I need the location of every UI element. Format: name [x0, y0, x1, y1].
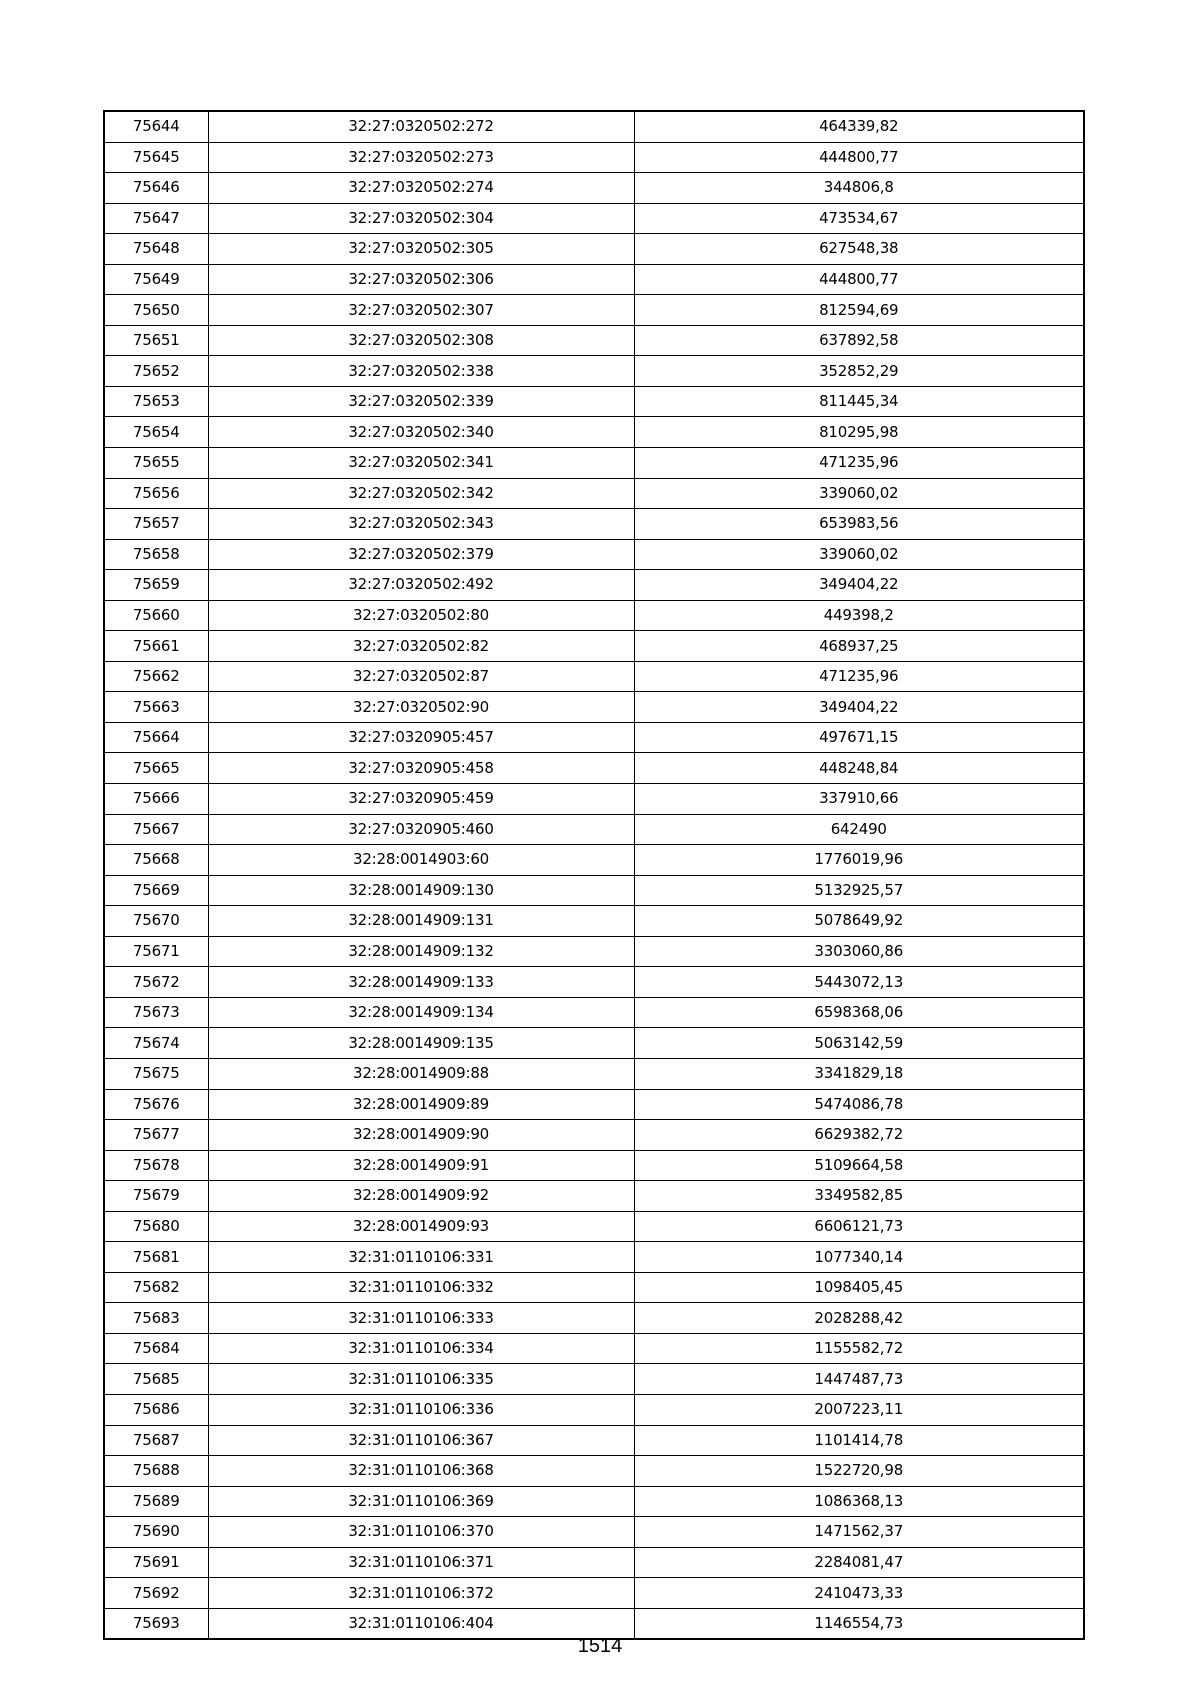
row-number-cell: 75667	[104, 814, 208, 845]
row-number-cell: 75690	[104, 1517, 208, 1548]
row-number-cell: 75659	[104, 570, 208, 601]
cadastral-number-cell: 32:27:0320502:304	[208, 203, 634, 234]
value-cell: 810295,98	[634, 417, 1084, 448]
table-row	[104, 1456, 1084, 1487]
value-cell: 2007223,11	[634, 1394, 1084, 1425]
cadastral-number-cell: 32:31:0110106:404	[208, 1608, 634, 1639]
cadastral-number-cell: 32:31:0110106:332	[208, 1272, 634, 1303]
table-row	[104, 448, 1084, 479]
table-row	[104, 1364, 1084, 1395]
row-number-cell: 75665	[104, 753, 208, 784]
value-cell: 1471562,37	[634, 1517, 1084, 1548]
cadastral-number-cell: 32:28:0014909:135	[208, 1028, 634, 1059]
row-number-cell: 75676	[104, 1089, 208, 1120]
cadastral-number-cell: 32:31:0110106:331	[208, 1242, 634, 1273]
table-row	[104, 875, 1084, 906]
cadastral-number-cell: 32:28:0014909:90	[208, 1120, 634, 1151]
value-cell: 812594,69	[634, 295, 1084, 326]
cadastral-number-cell: 32:27:0320502:341	[208, 448, 634, 479]
value-cell: 449398,2	[634, 600, 1084, 631]
table-row	[104, 1578, 1084, 1609]
cadastral-number-cell: 32:28:0014909:88	[208, 1058, 634, 1089]
cadastral-number-cell: 32:28:0014909:134	[208, 997, 634, 1028]
cadastral-number-cell: 32:27:0320905:459	[208, 784, 634, 815]
table-row	[104, 295, 1084, 326]
table-row	[104, 784, 1084, 815]
cadastral-number-cell: 32:31:0110106:367	[208, 1425, 634, 1456]
row-number-cell: 75646	[104, 173, 208, 204]
row-number-cell: 75658	[104, 539, 208, 570]
value-cell: 349404,22	[634, 692, 1084, 723]
value-cell: 811445,34	[634, 386, 1084, 417]
row-number-cell: 75686	[104, 1394, 208, 1425]
table-row	[104, 203, 1084, 234]
row-number-cell: 75656	[104, 478, 208, 509]
value-cell: 1447487,73	[634, 1364, 1084, 1395]
value-cell: 344806,8	[634, 173, 1084, 204]
table-row	[104, 1181, 1084, 1212]
cadastral-number-cell: 32:28:0014903:60	[208, 845, 634, 876]
table-body	[104, 111, 1084, 1639]
cadastral-number-cell: 32:31:0110106:368	[208, 1456, 634, 1487]
row-number-cell: 75689	[104, 1486, 208, 1517]
value-cell: 471235,96	[634, 661, 1084, 692]
row-number-cell: 75650	[104, 295, 208, 326]
row-number-cell: 75649	[104, 264, 208, 295]
cadastral-number-cell: 32:27:0320502:87	[208, 661, 634, 692]
cadastral-number-cell: 32:28:0014909:89	[208, 1089, 634, 1120]
value-cell: 2028288,42	[634, 1303, 1084, 1334]
value-cell: 2410473,33	[634, 1578, 1084, 1609]
table-row	[104, 417, 1084, 448]
value-cell: 337910,66	[634, 784, 1084, 815]
value-cell: 471235,96	[634, 448, 1084, 479]
row-number-cell: 75683	[104, 1303, 208, 1334]
row-number-cell: 75648	[104, 234, 208, 265]
row-number-cell: 75687	[104, 1425, 208, 1456]
table-row	[104, 631, 1084, 662]
row-number-cell: 75663	[104, 692, 208, 723]
table-row	[104, 1547, 1084, 1578]
cadastral-number-cell: 32:27:0320502:305	[208, 234, 634, 265]
value-cell: 6598368,06	[634, 997, 1084, 1028]
row-number-cell: 75657	[104, 509, 208, 540]
row-number-cell: 75660	[104, 600, 208, 631]
cadastral-number-cell: 32:31:0110106:336	[208, 1394, 634, 1425]
table-row	[104, 234, 1084, 265]
table-row	[104, 570, 1084, 601]
row-number-cell: 75693	[104, 1608, 208, 1639]
table-row	[104, 478, 1084, 509]
value-cell: 444800,77	[634, 142, 1084, 173]
table-row	[104, 1058, 1084, 1089]
cadastral-number-cell: 32:31:0110106:335	[208, 1364, 634, 1395]
row-number-cell: 75651	[104, 325, 208, 356]
row-number-cell: 75655	[104, 448, 208, 479]
table-row	[104, 906, 1084, 937]
table-row	[104, 600, 1084, 631]
table-row	[104, 1333, 1084, 1364]
value-cell: 5078649,92	[634, 906, 1084, 937]
row-number-cell: 75670	[104, 906, 208, 937]
table-row	[104, 1150, 1084, 1181]
cadastral-number-cell: 32:28:0014909:130	[208, 875, 634, 906]
cadastral-number-cell: 32:27:0320502:308	[208, 325, 634, 356]
table-row	[104, 722, 1084, 753]
cadastral-number-cell: 32:27:0320502:80	[208, 600, 634, 631]
value-cell: 6606121,73	[634, 1211, 1084, 1242]
value-cell: 1101414,78	[634, 1425, 1084, 1456]
row-number-cell: 75679	[104, 1181, 208, 1212]
table-row	[104, 1517, 1084, 1548]
value-cell: 1522720,98	[634, 1456, 1084, 1487]
table-row	[104, 1120, 1084, 1151]
row-number-cell: 75654	[104, 417, 208, 448]
table-row	[104, 1272, 1084, 1303]
table-row	[104, 264, 1084, 295]
row-number-cell: 75661	[104, 631, 208, 662]
value-cell: 1077340,14	[634, 1242, 1084, 1273]
table-row	[104, 753, 1084, 784]
row-number-cell: 75680	[104, 1211, 208, 1242]
value-cell: 637892,58	[634, 325, 1084, 356]
cadastral-number-cell: 32:31:0110106:370	[208, 1517, 634, 1548]
cadastral-number-cell: 32:28:0014909:131	[208, 906, 634, 937]
value-cell: 2284081,47	[634, 1547, 1084, 1578]
table-row	[104, 111, 1084, 142]
cadastral-number-cell: 32:27:0320502:273	[208, 142, 634, 173]
value-cell: 5063142,59	[634, 1028, 1084, 1059]
cadastral-number-cell: 32:27:0320905:460	[208, 814, 634, 845]
cadastral-number-cell: 32:27:0320502:339	[208, 386, 634, 417]
table-row	[104, 1089, 1084, 1120]
row-number-cell: 75644	[104, 111, 208, 142]
table-row	[104, 1211, 1084, 1242]
table-row	[104, 1242, 1084, 1273]
table-row	[104, 539, 1084, 570]
cadastral-number-cell: 32:28:0014909:132	[208, 936, 634, 967]
cadastral-number-cell: 32:28:0014909:92	[208, 1181, 634, 1212]
value-cell: 5132925,57	[634, 875, 1084, 906]
row-number-cell: 75682	[104, 1272, 208, 1303]
value-cell: 497671,15	[634, 722, 1084, 753]
table-row	[104, 1486, 1084, 1517]
value-cell: 1098405,45	[634, 1272, 1084, 1303]
row-number-cell: 75673	[104, 997, 208, 1028]
cadastral-number-cell: 32:27:0320502:306	[208, 264, 634, 295]
cadastral-number-cell: 32:27:0320905:457	[208, 722, 634, 753]
row-number-cell: 75685	[104, 1364, 208, 1395]
row-number-cell: 75692	[104, 1578, 208, 1609]
table-row	[104, 173, 1084, 204]
row-number-cell: 75671	[104, 936, 208, 967]
table-row	[104, 1394, 1084, 1425]
cadastral-number-cell: 32:27:0320502:274	[208, 173, 634, 204]
table-row	[104, 692, 1084, 723]
cadastral-number-cell: 32:31:0110106:371	[208, 1547, 634, 1578]
table-row	[104, 356, 1084, 387]
value-cell: 349404,22	[634, 570, 1084, 601]
value-cell: 448248,84	[634, 753, 1084, 784]
row-number-cell: 75652	[104, 356, 208, 387]
cadastral-number-cell: 32:28:0014909:91	[208, 1150, 634, 1181]
row-number-cell: 75666	[104, 784, 208, 815]
row-number-cell: 75669	[104, 875, 208, 906]
value-cell: 1146554,73	[634, 1608, 1084, 1639]
value-cell: 1086368,13	[634, 1486, 1084, 1517]
value-cell: 339060,02	[634, 539, 1084, 570]
value-cell: 339060,02	[634, 478, 1084, 509]
row-number-cell: 75675	[104, 1058, 208, 1089]
value-cell: 5443072,13	[634, 967, 1084, 998]
row-number-cell: 75647	[104, 203, 208, 234]
value-cell: 464339,82	[634, 111, 1084, 142]
table-row	[104, 936, 1084, 967]
row-number-cell: 75684	[104, 1333, 208, 1364]
value-cell: 3341829,18	[634, 1058, 1084, 1089]
row-number-cell: 75674	[104, 1028, 208, 1059]
value-cell: 473534,67	[634, 203, 1084, 234]
cadastral-value-table	[103, 110, 1085, 1640]
row-number-cell: 75668	[104, 845, 208, 876]
cadastral-number-cell: 32:27:0320502:307	[208, 295, 634, 326]
value-cell: 352852,29	[634, 356, 1084, 387]
value-cell: 1155582,72	[634, 1333, 1084, 1364]
value-cell: 6629382,72	[634, 1120, 1084, 1151]
table-row	[104, 142, 1084, 173]
table-row	[104, 325, 1084, 356]
table-row	[104, 845, 1084, 876]
row-number-cell: 75678	[104, 1150, 208, 1181]
cadastral-number-cell: 32:31:0110106:334	[208, 1333, 634, 1364]
row-number-cell: 75664	[104, 722, 208, 753]
row-number-cell: 75688	[104, 1456, 208, 1487]
row-number-cell: 75672	[104, 967, 208, 998]
cadastral-number-cell: 32:27:0320502:338	[208, 356, 634, 387]
value-cell: 642490	[634, 814, 1084, 845]
page-number: 1514	[577, 1635, 623, 1657]
cadastral-number-cell: 32:27:0320502:492	[208, 570, 634, 601]
table-row	[104, 1303, 1084, 1334]
table-row	[104, 967, 1084, 998]
cadastral-number-cell: 32:27:0320502:340	[208, 417, 634, 448]
cadastral-number-cell: 32:31:0110106:369	[208, 1486, 634, 1517]
table-row	[104, 997, 1084, 1028]
table-row	[104, 1425, 1084, 1456]
value-cell: 3349582,85	[634, 1181, 1084, 1212]
table-row	[104, 814, 1084, 845]
row-number-cell: 75645	[104, 142, 208, 173]
cadastral-number-cell: 32:27:0320502:272	[208, 111, 634, 142]
cadastral-number-cell: 32:27:0320502:343	[208, 509, 634, 540]
cadastral-number-cell: 32:27:0320502:90	[208, 692, 634, 723]
row-number-cell: 75677	[104, 1120, 208, 1151]
row-number-cell: 75662	[104, 661, 208, 692]
cadastral-number-cell: 32:28:0014909:133	[208, 967, 634, 998]
table-row	[104, 1028, 1084, 1059]
table-row	[104, 386, 1084, 417]
table-row	[104, 661, 1084, 692]
value-cell: 444800,77	[634, 264, 1084, 295]
value-cell: 653983,56	[634, 509, 1084, 540]
row-number-cell: 75653	[104, 386, 208, 417]
cadastral-number-cell: 32:27:0320502:82	[208, 631, 634, 662]
cadastral-number-cell: 32:27:0320502:342	[208, 478, 634, 509]
value-cell: 468937,25	[634, 631, 1084, 662]
cadastral-number-cell: 32:27:0320905:458	[208, 753, 634, 784]
cadastral-number-cell: 32:27:0320502:379	[208, 539, 634, 570]
value-cell: 1776019,96	[634, 845, 1084, 876]
cadastral-number-cell: 32:28:0014909:93	[208, 1211, 634, 1242]
row-number-cell: 75681	[104, 1242, 208, 1273]
table-row	[104, 509, 1084, 540]
value-cell: 627548,38	[634, 234, 1084, 265]
value-cell: 3303060,86	[634, 936, 1084, 967]
cadastral-number-cell: 32:31:0110106:333	[208, 1303, 634, 1334]
value-cell: 5474086,78	[634, 1089, 1084, 1120]
row-number-cell: 75691	[104, 1547, 208, 1578]
value-cell: 5109664,58	[634, 1150, 1084, 1181]
cadastral-number-cell: 32:31:0110106:372	[208, 1578, 634, 1609]
